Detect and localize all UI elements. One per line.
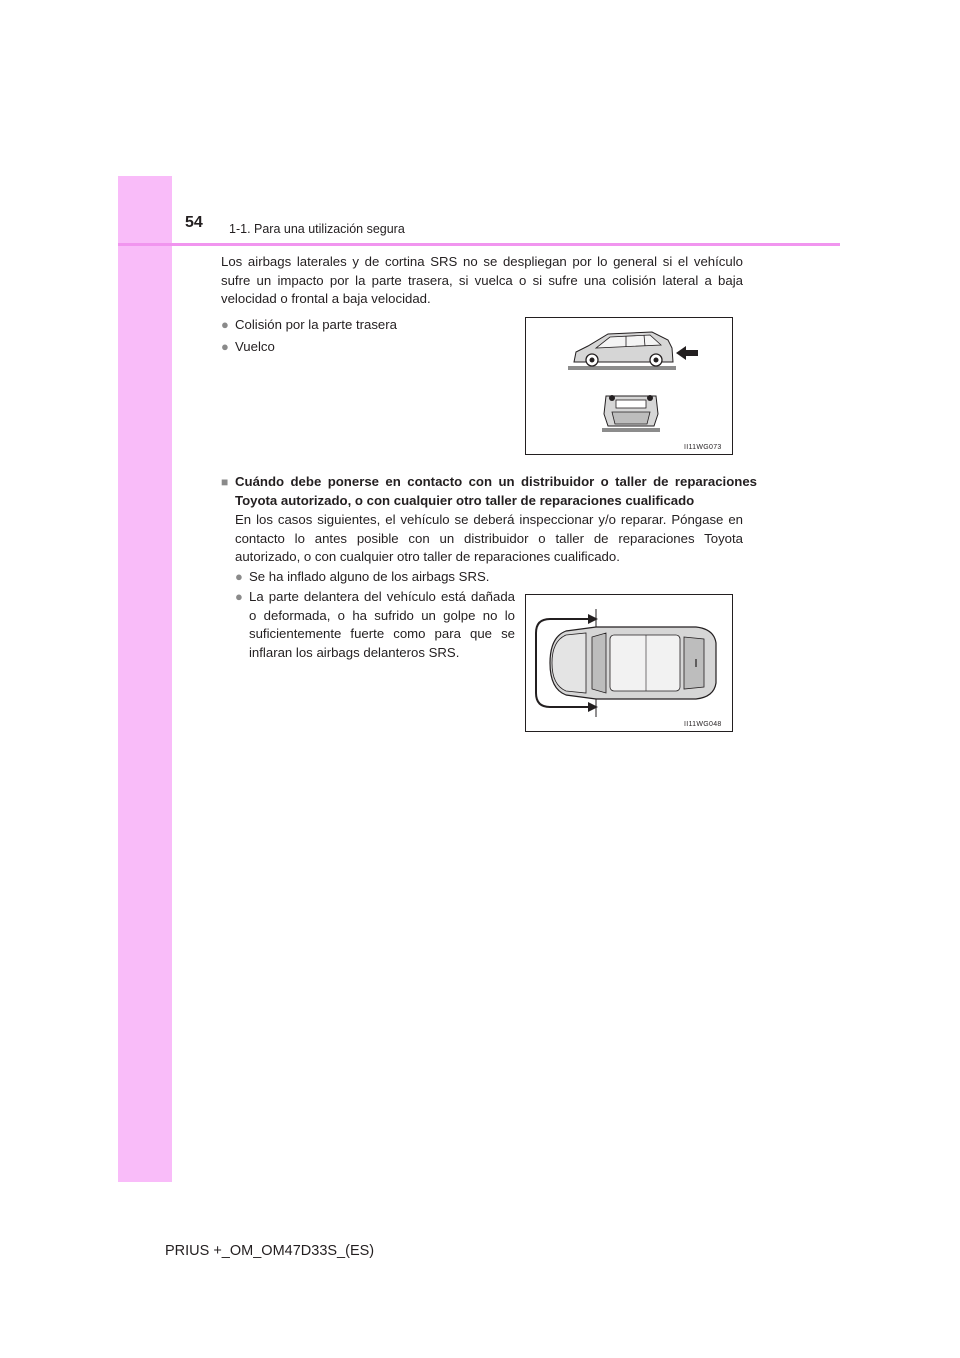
car-top-view-illustration xyxy=(526,595,732,731)
car-side-and-rollover-illustration xyxy=(526,318,732,454)
contact-heading xyxy=(221,473,757,510)
bullet-icon: ● xyxy=(235,569,243,584)
bullet-icon: ● xyxy=(235,589,243,604)
figure-code: II11WG073 xyxy=(684,444,722,451)
footer-document-code: PRIUS +_OM_OM47D33S_(ES) xyxy=(165,1243,375,1259)
list-item-text: Se ha inflado alguno de los airbags SRS. xyxy=(249,569,490,584)
sidebar-tab xyxy=(118,176,172,1182)
figure-rear-collision-rollover xyxy=(525,317,733,455)
square-bullet-icon: ■ xyxy=(221,475,229,489)
contact-paragraph: En los casos siguientes, el vehículo se deberá inspeccionar y/o reparar. Póngase en contacto lo antes posible con un distribuidor o taller de reparaciones Toyota autorizado, o con cualquier otro taller de reparaciones cualificado. xyxy=(235,512,743,564)
header-rule xyxy=(118,243,840,246)
list-item xyxy=(221,338,515,357)
figure-code: II11WG048 xyxy=(684,721,722,728)
list-item xyxy=(221,316,515,335)
list-item-text: La parte delantera del vehículo está dañada o deformada, o ha sufrido un golpe no lo suficientemente fuerte como para que se inflaran los airbags delanteros SRS. xyxy=(249,589,515,660)
page-number: 54 xyxy=(185,214,203,231)
intro-paragraph: Los airbags laterales y de cortina SRS no se despliegan por lo general si el vehículo sufre un impacto por la parte trasera, si vuelca o si sufre una colisión lateral a baja velocidad o frontal a baja velocidad. xyxy=(221,254,743,306)
list-item-text: Vuelco xyxy=(235,339,275,354)
bullet-icon: ● xyxy=(221,317,229,332)
bullet-icon: ● xyxy=(221,339,229,354)
list-item xyxy=(235,588,515,662)
contact-heading-text: Cuándo debe ponerse en contacto con un distribuidor o taller de reparaciones Toyota autorizado, o con cualquier otro taller de reparaciones cualificado xyxy=(235,474,757,508)
figure-front-damage-area xyxy=(525,594,733,732)
list-item-text: Colisión por la parte trasera xyxy=(235,317,397,332)
list-item xyxy=(235,568,649,587)
section-title: 1-1. Para una utilización segura xyxy=(229,222,405,236)
